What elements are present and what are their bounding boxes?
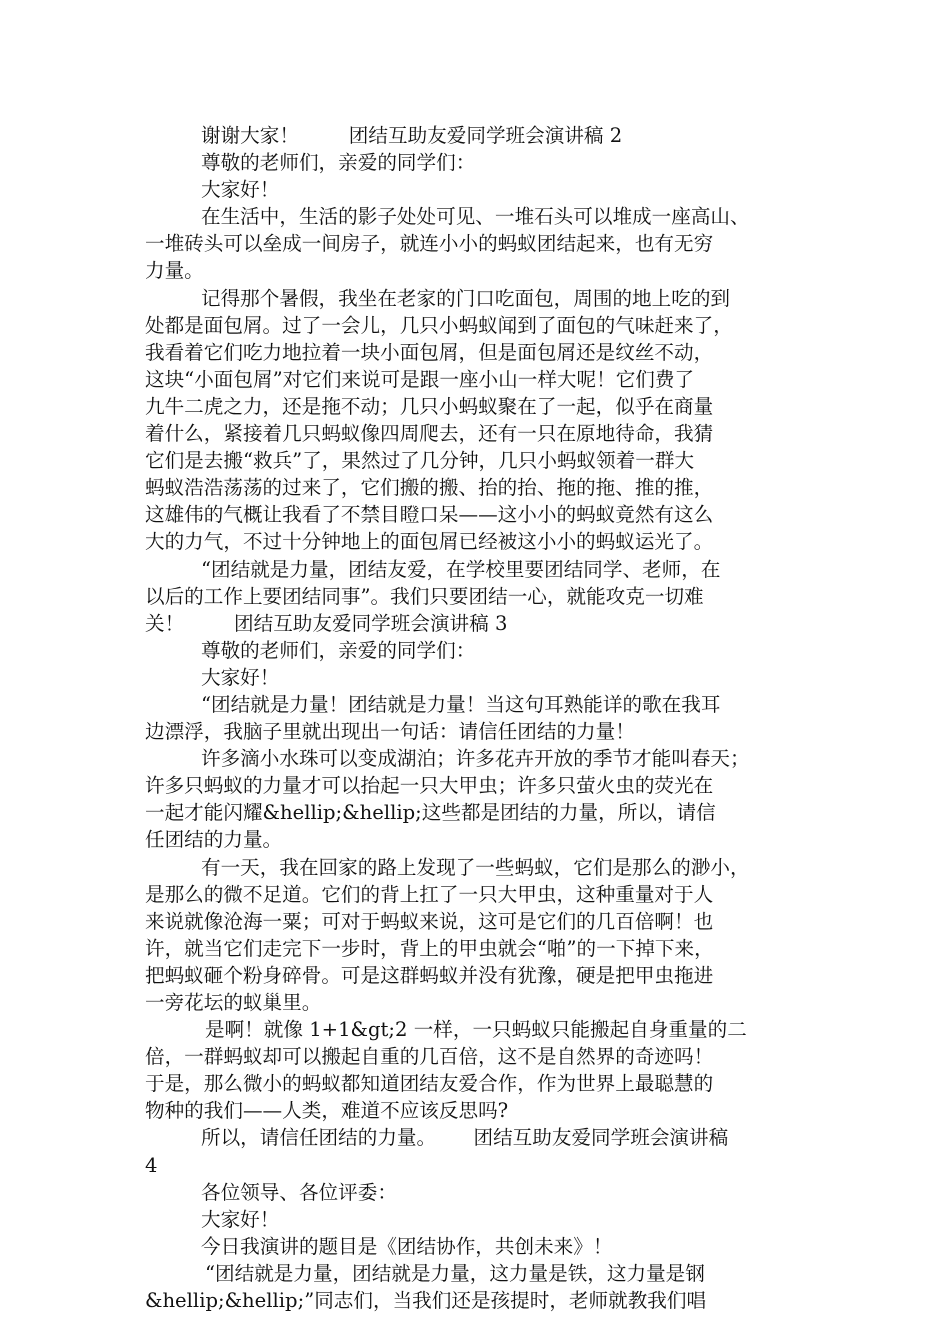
text-line: 许，就当它们走完下一步时，背上的甲虫就会“啪”的一下掉下来，	[145, 936, 714, 960]
text-line: “团结就是力量，团结就是力量，这力量是铁，这力量是钢	[205, 1261, 705, 1285]
text-line: 我看着它们吃力地拉着一块小面包屑，但是面包屑还是纹丝不动，	[145, 340, 714, 364]
text-line: 记得那个暑假，我坐在老家的门口吃面包，周围的地上吃的到	[201, 286, 731, 310]
text-line: 九牛二虎之力，还是拖不动；几只小蚂蚁聚在了一起，似乎在商量	[145, 394, 714, 418]
text-line: 于是，那么微小的蚂蚁都知道团结友爱合作，作为世界上最聪慧的	[145, 1072, 714, 1096]
text-line: 来说就像沧海一粟；可对于蚂蚁来说，这可是它们的几百倍啊！也	[145, 909, 714, 933]
text-line: 尊敬的老师们，亲爱的同学们：	[201, 638, 476, 662]
text-line: 它们是去搬“救兵”了，果然过了几分钟，几只小蚂蚁领着一群大	[145, 449, 695, 473]
text-line: 力量。	[145, 259, 204, 283]
text-line: 这块“小面包屑”对它们来说可是跟一座小山一样大呢！它们费了	[145, 367, 695, 391]
text-line: &hellip;&hellip;”同志们，当我们还是孩提时，老师就教我们唱	[145, 1289, 707, 1313]
text-line: 边漂浮，我脑子里就出现出一句话：请信任团结的力量！	[145, 720, 635, 744]
text-line: 有一天，我在回家的路上发现了一些蚂蚁，它们是那么的渺小，	[201, 855, 750, 879]
text-line: 大家好！	[201, 178, 280, 202]
text-line: 物种的我们——人类，难道不应该反思吗?	[145, 1099, 509, 1123]
text-line: 以后的工作上要团结同事”。我们只要团结一心，就能攻克一切难	[145, 584, 704, 608]
text-line: 各位领导、各位评委：	[201, 1180, 397, 1204]
text-line: 是啊！就像 1+1&gt;2 一样，一只蚂蚁只能搬起自身重量的二	[205, 1018, 747, 1042]
text-line: 大家好！	[201, 1207, 280, 1231]
text-line: 许多只蚂蚁的力量才可以抬起一只大甲虫；许多只萤火虫的荧光在	[145, 774, 714, 798]
text-line: 这雄伟的气概让我看了不禁目瞪口呆——这小小的蚂蚁竟然有这么	[145, 503, 714, 527]
text-line: 关！ 团结互助友爱同学班会演讲稿 3	[145, 611, 508, 635]
text-line: 所以，请信任团结的力量。 团结互助友爱同学班会演讲稿	[201, 1126, 729, 1150]
text-line: 一堆砖头可以垒成一间房子，就连小小的蚂蚁团结起来，也有无穷	[145, 232, 714, 256]
text-line: 蚂蚁浩浩荡荡的过来了，它们搬的搬、抬的抬、拖的拖、推的推，	[145, 476, 714, 500]
text-line: 在生活中，生活的影子处处可见、一堆石头可以堆成一座高山、	[201, 205, 750, 229]
text-line: 倍，一群蚂蚁却可以搬起自重的几百倍，这不是自然界的奇迹吗！	[145, 1045, 714, 1069]
text-line: 尊敬的老师们，亲爱的同学们：	[201, 151, 476, 175]
text-line: 着什么，紧接着几只蚂蚁像四周爬去，还有一只在原地待命，我猜	[145, 422, 714, 446]
text-line: 今日我演讲的题目是《团结协作，共创未来》！	[201, 1234, 613, 1258]
text-line: 大家好！	[201, 665, 280, 689]
text-line: 任团结的力量。	[145, 828, 283, 852]
text-line: 一旁花坛的蚁巢里。	[145, 991, 322, 1014]
text-line: 4	[145, 1153, 158, 1177]
body-text	[145, 122, 815, 1314]
text-line: 一起才能闪耀&hellip;&hellip;这些都是团结的力量，所以，请信	[145, 801, 716, 825]
text-line: 谢谢大家！ 团结互助友爱同学班会演讲稿 2	[201, 124, 623, 147]
text-line: 把蚂蚁砸个粉身碎骨。可是这群蚂蚁并没有犹豫，硬是把甲虫拖进	[145, 963, 714, 987]
text-line: “团结就是力量，团结友爱，在学校里要团结同学、老师，在	[201, 557, 721, 581]
text-line: 处都是面包屑。过了一会儿，几只小蚂蚁闻到了面包的气味赶来了，	[145, 313, 733, 337]
text-line: 大的力气，不过十分钟地上的面包屑已经被这小小的蚂蚁运光了。	[145, 530, 714, 554]
text-line: 是那么的微不足道。它们的背上扛了一只大甲虫，这种重量对于人	[145, 882, 714, 906]
text-line: “团结就是力量！团结就是力量！当这句耳熟能详的歌在我耳	[201, 692, 721, 716]
text-line: 许多滴小水珠可以变成湖泊；许多花卉开放的季节才能叫春天；	[201, 747, 750, 771]
